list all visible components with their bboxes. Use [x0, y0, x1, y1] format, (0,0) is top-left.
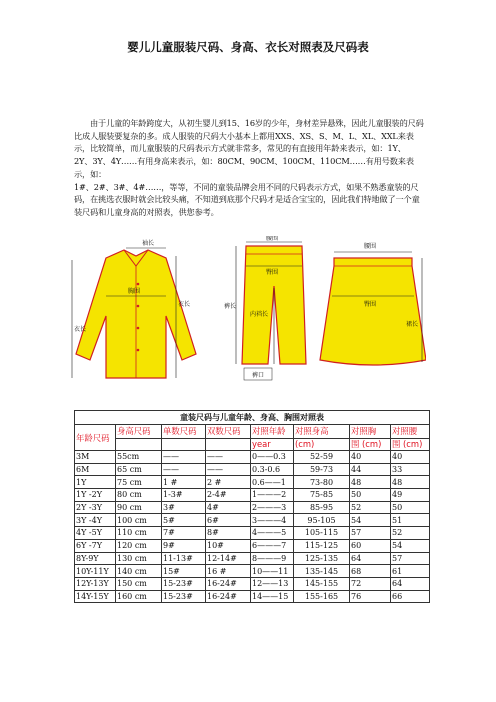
header-ref-height: 对照身高 — [294, 425, 350, 439]
table-cell-ref-age: 10——11 — [251, 565, 294, 578]
table-cell-waist: 54 — [391, 539, 430, 552]
table-cell-waist: 52 — [391, 527, 430, 540]
table-row — [75, 590, 430, 603]
table-cell-double: —— — [206, 463, 251, 476]
table-cell-waist: 33 — [391, 463, 430, 476]
table-cell-age: 6Y -7Y — [75, 539, 116, 552]
header-double: 双数尺码 — [206, 425, 251, 439]
table-cell-waist: 57 — [391, 552, 430, 565]
table-cell-ref-height: 52-59 — [294, 451, 350, 464]
table-cell-ref-height: 73-80 — [294, 476, 350, 489]
table-cell-chest: 44 — [350, 463, 391, 476]
table-header-row — [75, 425, 430, 439]
table-cell-age: 8Y-9Y — [75, 552, 116, 565]
table-cell-waist: 50 — [391, 501, 430, 514]
skirt-hip-label: 臀围 — [364, 301, 377, 308]
table-cell-single: 11-13# — [162, 552, 206, 565]
table-cell-age: 4Y -5Y — [75, 527, 116, 540]
table-cell-body: 80 cm — [116, 489, 162, 502]
table-cell-ref-height: 125-135 — [294, 552, 350, 565]
table-row — [75, 565, 430, 578]
table-cell-single: 1-3# — [162, 489, 206, 502]
page-title: 婴儿儿童服装尺码、身高、衣长对照表及尺码表 — [127, 40, 369, 54]
table-cell-double: —— — [206, 451, 251, 464]
table-cell-ref-height: 145-155 — [294, 577, 350, 590]
table-cell-chest: 72 — [350, 577, 391, 590]
intro-paragraph-1: 由于儿童的年龄跨度大，从初生婴儿到15、16岁的少年，身材差异悬殊，因此儿童服装的尺码比成人服装要复杂的多。成人服装的尺码大小基本上都用XXS、XS、S、M、L、XL、XXL来表示，比较简单，而儿童服装的尺码表示方式就非常多，常见的有直接用年龄来表示，如：1Y、2Y、3Y、4Y……有用身高来表示，如：80CM、90CM、100CM、110CM……有用号数来表示，如： — [74, 118, 424, 179]
skirt-length-label: 裙长 — [406, 321, 419, 328]
header-single: 单数尺码 — [162, 425, 206, 439]
garment-measurement-figure — [66, 236, 426, 392]
table-cell-body: 150 cm — [116, 577, 162, 590]
table-cell-ref-age: 0——0.3 — [251, 451, 294, 464]
pants-diagram — [224, 236, 306, 380]
header-age: 年龄尺码 — [75, 425, 116, 451]
table-cell-single: 15-23# — [162, 590, 206, 603]
shirt-diagram — [72, 239, 196, 378]
pants-inseam-label: 内裆长 — [250, 311, 269, 318]
table-cell-body: 160 cm — [116, 590, 162, 603]
shirt-chest-label: 胸围 — [128, 288, 141, 295]
table-cell-ref-age: 8———9 — [251, 552, 294, 565]
table-cell-ref-height: 75-85 — [294, 489, 350, 502]
table-row — [75, 552, 430, 565]
table-cell-waist: 40 — [391, 451, 430, 464]
table-cell-waist: 61 — [391, 565, 430, 578]
table-cell-body: 130 cm — [116, 552, 162, 565]
table-header-row-2 — [75, 439, 430, 451]
pants-waist-label: 腰围 — [266, 236, 279, 242]
table-cell-chest: 64 — [350, 552, 391, 565]
header-ref-height-unit: (cm) — [294, 439, 350, 451]
intro-text — [74, 117, 424, 219]
table-cell-ref-age: 6———7 — [251, 539, 294, 552]
table-cell-body: 140 cm — [116, 565, 162, 578]
shirt-length-label: 衣长 — [178, 301, 191, 308]
table-cell-age: 1Y -2Y — [75, 489, 116, 502]
table-cell-chest: 52 — [350, 501, 391, 514]
pants-hem-label: 裤口 — [252, 372, 265, 379]
table-cell-waist: 49 — [391, 489, 430, 502]
table-cell-double: 16-24# — [206, 590, 251, 603]
table-row — [75, 514, 430, 527]
table-cell-chest: 76 — [350, 590, 391, 603]
table-cell-single: 9# — [162, 539, 206, 552]
table-cell-chest: 60 — [350, 539, 391, 552]
table-row — [75, 527, 430, 540]
table-cell-ref-height: 85-95 — [294, 501, 350, 514]
table-cell-single: 1 # — [162, 476, 206, 489]
table-cell-ref-age: 12——13 — [251, 577, 294, 590]
table-cell-body: 75 cm — [116, 476, 162, 489]
table-cell-waist: 64 — [391, 577, 430, 590]
table-cell-age: 3M — [75, 451, 116, 464]
table-cell-chest: 57 — [350, 527, 391, 540]
table-row — [75, 476, 430, 489]
table-cell-body: 120 cm — [116, 539, 162, 552]
table-cell-double: 2 # — [206, 476, 251, 489]
intro-paragraph-2: 1#、2#、3#、4#……，等等，不同的童装品牌会用不同的尺码表示方式，如果不熟悉童装的尺码，在挑选衣服时就会比较头痛，不知道到底那个尺码才是适合宝宝的，因此我们特地做了一个童装尺码和儿童身高的对照表，供您参考。 — [74, 181, 420, 217]
pants-length-label: 裤长 — [224, 303, 237, 310]
table-cell-age: 1Y — [75, 476, 116, 489]
size-table — [74, 410, 430, 603]
table-cell-body: 55cm — [116, 451, 162, 464]
table-caption: 童装尺码与儿童年龄、身高、胸围对照表 — [75, 411, 430, 425]
table-cell-double: 4# — [206, 501, 251, 514]
table-cell-ref-height: 105-115 — [294, 527, 350, 540]
table-cell-ref-height: 95-105 — [294, 514, 350, 527]
table-cell-chest: 48 — [350, 476, 391, 489]
table-cell-age: 3Y -4Y — [75, 514, 116, 527]
table-cell-ref-age: 14——15 — [251, 590, 294, 603]
table-cell-chest: 68 — [350, 565, 391, 578]
table-cell-ref-age: 0.3-0.6 — [251, 463, 294, 476]
table-cell-ref-height: 155-165 — [294, 590, 350, 603]
table-cell-single: 15# — [162, 565, 206, 578]
header-waist-unit: 围 (cm) — [391, 439, 430, 451]
table-cell-ref-height: 59-73 — [294, 463, 350, 476]
table-cell-double: 16 # — [206, 565, 251, 578]
table-cell-single: —— — [162, 463, 206, 476]
table-cell-double: 16-24# — [206, 577, 251, 590]
table-cell-ref-age: 2———3 — [251, 501, 294, 514]
table-cell-body: 65 cm — [116, 463, 162, 476]
table-cell-chest: 50 — [350, 489, 391, 502]
table-cell-single: —— — [162, 451, 206, 464]
table-cell-ref-height: 115-125 — [294, 539, 350, 552]
pants-hip-label: 臀围 — [266, 269, 279, 276]
skirt-waist-label: 腰围 — [364, 243, 377, 250]
table-cell-double: 6# — [206, 514, 251, 527]
table-cell-double: 8# — [206, 527, 251, 540]
table-cell-single: 5# — [162, 514, 206, 527]
table-cell-chest: 54 — [350, 514, 391, 527]
table-row — [75, 539, 430, 552]
table-cell-body: 90 cm — [116, 501, 162, 514]
table-row — [75, 451, 430, 464]
header-waist: 对照腰 — [391, 425, 430, 439]
table-cell-waist: 51 — [391, 514, 430, 527]
table-cell-ref-age: 4———5 — [251, 527, 294, 540]
table-row — [75, 577, 430, 590]
table-cell-ref-age: 0.6——1 — [251, 476, 294, 489]
table-cell-single: 3# — [162, 501, 206, 514]
table-row — [75, 489, 430, 502]
header-ref-age-unit: year — [251, 439, 294, 451]
shirt-sleeve-label: 袖长 — [142, 240, 155, 247]
table-row — [75, 463, 430, 476]
table-cell-age: 12Y-13Y — [75, 577, 116, 590]
header-chest: 对照胸 — [350, 425, 391, 439]
table-cell-double: 12-14# — [206, 552, 251, 565]
table-cell-single: 7# — [162, 527, 206, 540]
table-cell-ref-height: 135-145 — [294, 565, 350, 578]
table-cell-waist: 66 — [391, 590, 430, 603]
header-body: 身高尺码 — [116, 425, 162, 439]
shirt-left-label: 衣长 — [74, 326, 87, 333]
table-cell-double: 2-4# — [206, 489, 251, 502]
table-cell-age: 14Y-15Y — [75, 590, 116, 603]
table-cell-ref-age: 3———4 — [251, 514, 294, 527]
table-cell-double: 10# — [206, 539, 251, 552]
header-chest-unit: 围 (cm) — [350, 439, 391, 451]
table-cell-waist: 48 — [391, 476, 430, 489]
table-cell-ref-age: 1———2 — [251, 489, 294, 502]
table-cell-age: 6M — [75, 463, 116, 476]
table-cell-body: 110 cm — [116, 527, 162, 540]
table-cell-age: 10Y-11Y — [75, 565, 116, 578]
header-ref-age: 对照年龄 — [251, 425, 294, 439]
table-cell-age: 2Y -3Y — [75, 501, 116, 514]
table-row — [75, 501, 430, 514]
table-cell-body: 100 cm — [116, 514, 162, 527]
table-cell-chest: 40 — [350, 451, 391, 464]
skirt-diagram — [320, 242, 426, 365]
table-cell-single: 15-23# — [162, 577, 206, 590]
